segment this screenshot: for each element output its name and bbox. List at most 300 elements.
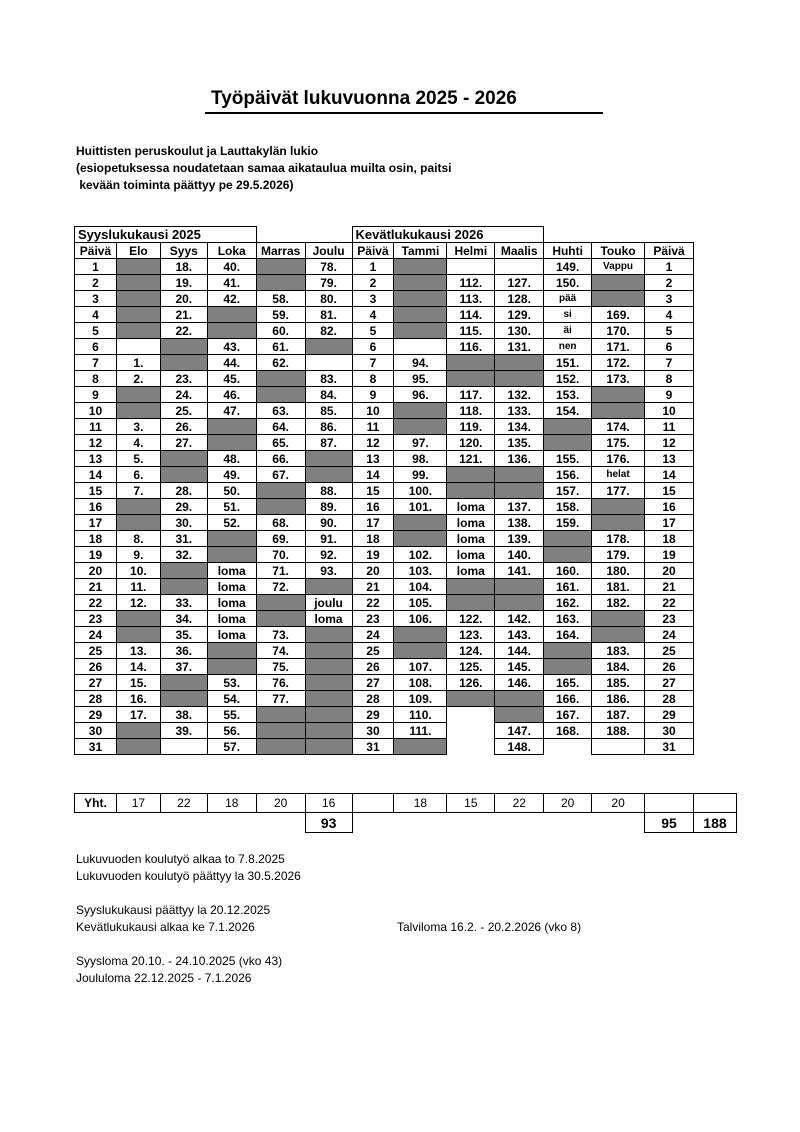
day-cell: 71.	[256, 563, 305, 579]
table-row	[75, 467, 694, 483]
holiday-cell	[394, 291, 447, 307]
day-cell: 127.	[495, 275, 544, 291]
holiday-cell	[256, 499, 305, 515]
day-cell: 66.	[256, 451, 305, 467]
holiday-cell	[447, 371, 495, 387]
day-cell: 156.	[544, 467, 592, 483]
month-total: 16	[305, 794, 352, 813]
holiday-cell	[207, 531, 256, 547]
holiday-cell	[256, 595, 305, 611]
table-row	[75, 675, 694, 691]
day-cell: 42.	[207, 291, 256, 307]
day-cell: 58.	[256, 291, 305, 307]
table-row	[75, 531, 694, 547]
day-cell: 11	[352, 419, 394, 435]
day-cell: 24	[352, 627, 394, 643]
day-cell: 24	[644, 627, 693, 643]
holiday-cell	[305, 659, 352, 675]
table-row	[75, 339, 694, 355]
day-cell: 11	[75, 419, 117, 435]
day-cell: 93.	[305, 563, 352, 579]
day-cell: 67.	[256, 467, 305, 483]
table-row	[75, 611, 694, 627]
empty-cell	[544, 739, 592, 755]
table-row	[75, 275, 694, 291]
holiday-cell	[495, 355, 544, 371]
holiday-cell	[394, 627, 447, 643]
table-row	[75, 739, 694, 755]
day-cell: 21.	[160, 307, 207, 323]
day-cell: 126.	[447, 675, 495, 691]
month-total: 20	[544, 794, 592, 813]
day-cell: 145.	[495, 659, 544, 675]
day-cell: loma	[207, 563, 256, 579]
holiday-cell	[116, 515, 160, 531]
day-cell: 107.	[394, 659, 447, 675]
day-cell: 43.	[207, 339, 256, 355]
holiday-cell	[495, 595, 544, 611]
day-cell: 109.	[394, 691, 447, 707]
day-cell: 25.	[160, 403, 207, 419]
day-cell: 4	[644, 307, 693, 323]
day-cell: 27	[75, 675, 117, 691]
day-cell: 30	[644, 723, 693, 739]
day-cell: 5	[75, 323, 117, 339]
day-cell: 14	[352, 467, 394, 483]
holiday-cell	[305, 723, 352, 739]
day-cell: loma	[207, 579, 256, 595]
day-cell: 8	[352, 371, 394, 387]
day-cell: loma	[447, 515, 495, 531]
day-cell: 130.	[495, 323, 544, 339]
table-row	[75, 355, 694, 371]
day-cell: 124.	[447, 643, 495, 659]
holiday-cell	[207, 435, 256, 451]
day-cell: 89.	[305, 499, 352, 515]
day-cell: 31.	[160, 531, 207, 547]
day-cell: 13	[644, 451, 693, 467]
day-cell: 159.	[544, 515, 592, 531]
day-cell: 21	[644, 579, 693, 595]
day-cell: 172.	[592, 355, 645, 371]
note-line: Lukuvuoden koulutyö alkaa to 7.8.2025	[76, 852, 285, 866]
day-cell: 170.	[592, 323, 645, 339]
day-cell: 27.	[160, 435, 207, 451]
day-cell: 17	[75, 515, 117, 531]
day-cell: 12	[352, 435, 394, 451]
day-cell: 175.	[592, 435, 645, 451]
day-cell: 166.	[544, 691, 592, 707]
day-cell: 23.	[160, 371, 207, 387]
day-cell: 13	[75, 451, 117, 467]
day-cell: 23	[75, 611, 117, 627]
holiday-cell	[116, 627, 160, 643]
day-cell: 5.	[116, 451, 160, 467]
day-cell: 182.	[592, 595, 645, 611]
holiday-cell	[495, 467, 544, 483]
day-cell: 28.	[160, 483, 207, 499]
column-header: Joulu	[305, 243, 352, 259]
day-cell: 90.	[305, 515, 352, 531]
day-cell: 23	[352, 611, 394, 627]
day-cell: 2.	[116, 371, 160, 387]
day-cell: joulu	[305, 595, 352, 611]
holiday-cell	[256, 707, 305, 723]
holiday-cell	[207, 659, 256, 675]
day-cell: 19	[75, 547, 117, 563]
holiday-cell	[544, 419, 592, 435]
spring-total: 95	[645, 813, 694, 833]
day-cell: 85.	[305, 403, 352, 419]
holiday-cell	[256, 259, 305, 275]
holiday-cell	[447, 579, 495, 595]
day-cell: 30	[75, 723, 117, 739]
day-cell: 4	[75, 307, 117, 323]
holiday-cell	[256, 275, 305, 291]
day-cell	[495, 259, 544, 275]
day-cell: 138.	[495, 515, 544, 531]
day-cell: 98.	[394, 451, 447, 467]
day-cell: 41.	[207, 275, 256, 291]
day-cell: 47.	[207, 403, 256, 419]
day-cell: 150.	[544, 275, 592, 291]
holiday-cell	[592, 387, 645, 403]
holiday-cell	[116, 259, 160, 275]
day-cell: 183.	[592, 643, 645, 659]
day-cell: 9	[644, 387, 693, 403]
day-cell: 158.	[544, 499, 592, 515]
day-cell: 10	[644, 403, 693, 419]
table-row	[75, 547, 694, 563]
note-line: Kevätlukukausi alkaa ke 7.1.2026	[76, 920, 255, 934]
holiday-cell	[256, 483, 305, 499]
column-header: Huhti	[544, 243, 592, 259]
day-cell: 110.	[394, 707, 447, 723]
month-total	[645, 794, 694, 813]
day-cell: 80.	[305, 291, 352, 307]
day-cell: 14.	[116, 659, 160, 675]
holiday-cell	[394, 307, 447, 323]
day-cell: 112.	[447, 275, 495, 291]
day-cell: 187.	[592, 707, 645, 723]
day-cell: 180.	[592, 563, 645, 579]
day-cell: 20.	[160, 291, 207, 307]
day-cell: 164.	[544, 627, 592, 643]
day-cell: 97.	[394, 435, 447, 451]
day-cell: 9	[352, 387, 394, 403]
day-cell: 65.	[256, 435, 305, 451]
day-cell: 137.	[495, 499, 544, 515]
day-cell: 53.	[207, 675, 256, 691]
day-cell: 79.	[305, 275, 352, 291]
day-cell: loma	[447, 531, 495, 547]
empty-cell	[447, 739, 495, 755]
day-cell: 29	[352, 707, 394, 723]
day-cell: 45.	[207, 371, 256, 387]
day-cell: 144.	[495, 643, 544, 659]
day-cell: 131.	[495, 339, 544, 355]
day-cell: 12	[75, 435, 117, 451]
month-total: 18	[394, 794, 447, 813]
day-cell: 7.	[116, 483, 160, 499]
day-cell: 28	[352, 691, 394, 707]
day-cell: 29	[75, 707, 117, 723]
day-cell: 37.	[160, 659, 207, 675]
day-cell: 49.	[207, 467, 256, 483]
day-cell: 74.	[256, 643, 305, 659]
day-cell: 16	[75, 499, 117, 515]
day-cell: 147.	[495, 723, 544, 739]
holiday-cell	[256, 739, 305, 755]
day-cell: 188.	[592, 723, 645, 739]
table-row	[75, 307, 694, 323]
month-total: 22	[160, 794, 207, 813]
day-cell: 114.	[447, 307, 495, 323]
day-cell: 176.	[592, 451, 645, 467]
day-cell: 44.	[207, 355, 256, 371]
day-cell: 99.	[394, 467, 447, 483]
day-cell: 173.	[592, 371, 645, 387]
day-cell: 27	[352, 675, 394, 691]
day-cell: 26.	[160, 419, 207, 435]
holiday-cell	[160, 675, 207, 691]
table-row	[75, 371, 694, 387]
day-cell: 38.	[160, 707, 207, 723]
day-cell: loma	[447, 547, 495, 563]
day-cell: 29.	[160, 499, 207, 515]
totals-label: Yht.	[75, 794, 117, 813]
day-cell: 174.	[592, 419, 645, 435]
notes-left	[76, 851, 301, 987]
day-cell: 129.	[495, 307, 544, 323]
holiday-cell	[447, 355, 495, 371]
day-cell: 101.	[394, 499, 447, 515]
holiday-cell	[394, 403, 447, 419]
day-cell: 6.	[116, 467, 160, 483]
day-cell: 15	[352, 483, 394, 499]
day-cell: 9.	[116, 547, 160, 563]
holiday-cell	[495, 707, 544, 723]
column-header: Päivä	[352, 243, 394, 259]
day-cell: 27	[644, 675, 693, 691]
day-cell: 69.	[256, 531, 305, 547]
table-row	[75, 707, 694, 723]
holiday-cell	[256, 387, 305, 403]
day-cell: 100.	[394, 483, 447, 499]
holiday-cell	[592, 291, 645, 307]
day-cell: 148.	[495, 739, 544, 755]
day-cell	[160, 739, 207, 755]
day-cell: 149.	[544, 259, 592, 275]
day-cell: 141.	[495, 563, 544, 579]
day-cell: 25	[644, 643, 693, 659]
month-total: 18	[207, 794, 256, 813]
day-cell: 102.	[394, 547, 447, 563]
year-total: 188	[693, 813, 736, 833]
day-cell: 163.	[544, 611, 592, 627]
day-cell: 2	[75, 275, 117, 291]
note-line: Lukuvuoden koulutyö päättyy la 30.5.2026	[76, 869, 301, 883]
day-cell: 140.	[495, 547, 544, 563]
holiday-cell	[447, 467, 495, 483]
holiday-cell	[592, 611, 645, 627]
table-row	[75, 403, 694, 419]
day-cell: 146.	[495, 675, 544, 691]
day-cell: 136.	[495, 451, 544, 467]
day-cell: 32.	[160, 547, 207, 563]
day-cell: 8	[75, 371, 117, 387]
totals-table	[74, 793, 737, 833]
holiday-cell	[116, 323, 160, 339]
intro-text	[76, 143, 451, 194]
day-cell: 16	[352, 499, 394, 515]
day-cell: 4	[352, 307, 394, 323]
intro-line: (esiopetuksessa noudatetaan samaa aikataulua muilta osin, paitsi	[76, 161, 452, 175]
page-title: Työpäivät lukuvuonna 2025 - 2026	[205, 86, 603, 114]
day-cell: 34.	[160, 611, 207, 627]
day-cell: 68.	[256, 515, 305, 531]
totals-row	[75, 794, 737, 813]
day-cell: Vappu	[592, 259, 645, 275]
holiday-cell	[592, 275, 645, 291]
holiday-cell	[160, 355, 207, 371]
calendar-table	[74, 226, 694, 755]
day-cell: 35.	[160, 627, 207, 643]
month-total	[352, 794, 394, 813]
day-cell: 60.	[256, 323, 305, 339]
autumn-term-title: Syyslukukausi 2025	[75, 227, 257, 243]
column-header: Syys	[160, 243, 207, 259]
day-cell	[305, 355, 352, 371]
day-cell: 86.	[305, 419, 352, 435]
day-cell: 133.	[495, 403, 544, 419]
holiday-cell	[394, 515, 447, 531]
day-cell: 122.	[447, 611, 495, 627]
day-cell: loma	[207, 595, 256, 611]
holiday-cell	[116, 739, 160, 755]
holiday-cell	[207, 547, 256, 563]
day-cell: 151.	[544, 355, 592, 371]
day-cell: 3	[644, 291, 693, 307]
holiday-cell	[207, 419, 256, 435]
day-cell: 30.	[160, 515, 207, 531]
holiday-cell	[592, 627, 645, 643]
day-cell: loma	[207, 611, 256, 627]
intro-line: kevään toiminta päättyy pe 29.5.2026)	[76, 178, 294, 192]
table-row	[75, 595, 694, 611]
day-cell: nen	[544, 339, 592, 355]
day-cell: 2	[352, 275, 394, 291]
empty-cell	[447, 707, 495, 723]
day-cell: 19	[352, 547, 394, 563]
holiday-cell	[394, 275, 447, 291]
day-cell: 19	[644, 547, 693, 563]
day-cell: 22	[352, 595, 394, 611]
day-cell: 24.	[160, 387, 207, 403]
holiday-cell	[116, 275, 160, 291]
day-cell: 22	[75, 595, 117, 611]
day-cell: 121.	[447, 451, 495, 467]
calendar-body	[75, 227, 694, 755]
day-cell: 118.	[447, 403, 495, 419]
table-row	[75, 387, 694, 403]
day-cell: 48.	[207, 451, 256, 467]
holiday-cell	[544, 547, 592, 563]
holiday-cell	[305, 643, 352, 659]
holiday-cell	[160, 563, 207, 579]
day-cell: 7	[75, 355, 117, 371]
table-row	[75, 499, 694, 515]
day-cell: loma	[447, 499, 495, 515]
day-cell: 23	[644, 611, 693, 627]
column-header: Helmi	[447, 243, 495, 259]
day-cell: 24	[75, 627, 117, 643]
holiday-cell	[256, 723, 305, 739]
column-header: Elo	[116, 243, 160, 259]
day-cell: 115.	[447, 323, 495, 339]
day-cell: 120.	[447, 435, 495, 451]
holiday-cell	[447, 595, 495, 611]
table-row	[75, 259, 694, 275]
note-line: Syysloma 20.10. - 24.10.2025 (vko 43)	[76, 954, 283, 968]
day-cell: 152.	[544, 371, 592, 387]
column-header: Marras	[256, 243, 305, 259]
day-cell: 2	[644, 275, 693, 291]
day-cell: 88.	[305, 483, 352, 499]
note-winter-break: Talviloma 16.2. - 20.2.2026 (vko 8)	[397, 920, 582, 934]
day-cell: helat	[592, 467, 645, 483]
day-cell: 56.	[207, 723, 256, 739]
day-cell: 70.	[256, 547, 305, 563]
holiday-cell	[544, 659, 592, 675]
day-cell: loma	[207, 627, 256, 643]
table-row	[75, 451, 694, 467]
day-cell: 117.	[447, 387, 495, 403]
day-cell: 142.	[495, 611, 544, 627]
holiday-cell	[116, 611, 160, 627]
table-row	[75, 579, 694, 595]
day-cell: 106.	[394, 611, 447, 627]
term-title-row	[75, 227, 694, 243]
day-cell: 10	[75, 403, 117, 419]
day-cell: 132.	[495, 387, 544, 403]
day-cell: 50.	[207, 483, 256, 499]
day-cell: 31	[644, 739, 693, 755]
day-cell: 18	[644, 531, 693, 547]
day-cell: 28	[75, 691, 117, 707]
day-cell: 28	[644, 691, 693, 707]
table-row	[75, 483, 694, 499]
day-cell: 14	[75, 467, 117, 483]
day-cell: 52.	[207, 515, 256, 531]
day-cell: 61.	[256, 339, 305, 355]
day-cell: 39.	[160, 723, 207, 739]
day-cell: 5	[352, 323, 394, 339]
holiday-cell	[207, 307, 256, 323]
day-cell: loma	[447, 563, 495, 579]
day-cell: 6	[75, 339, 117, 355]
day-cell: 113.	[447, 291, 495, 307]
holiday-cell	[394, 643, 447, 659]
day-cell: 18	[352, 531, 394, 547]
day-cell: 21	[352, 579, 394, 595]
note-line: Joululoma 22.12.2025 - 7.1.2026	[76, 971, 252, 985]
day-cell: 8.	[116, 531, 160, 547]
table-row	[75, 723, 694, 739]
day-cell: si	[544, 307, 592, 323]
day-cell: 7	[352, 355, 394, 371]
day-cell: 20	[352, 563, 394, 579]
